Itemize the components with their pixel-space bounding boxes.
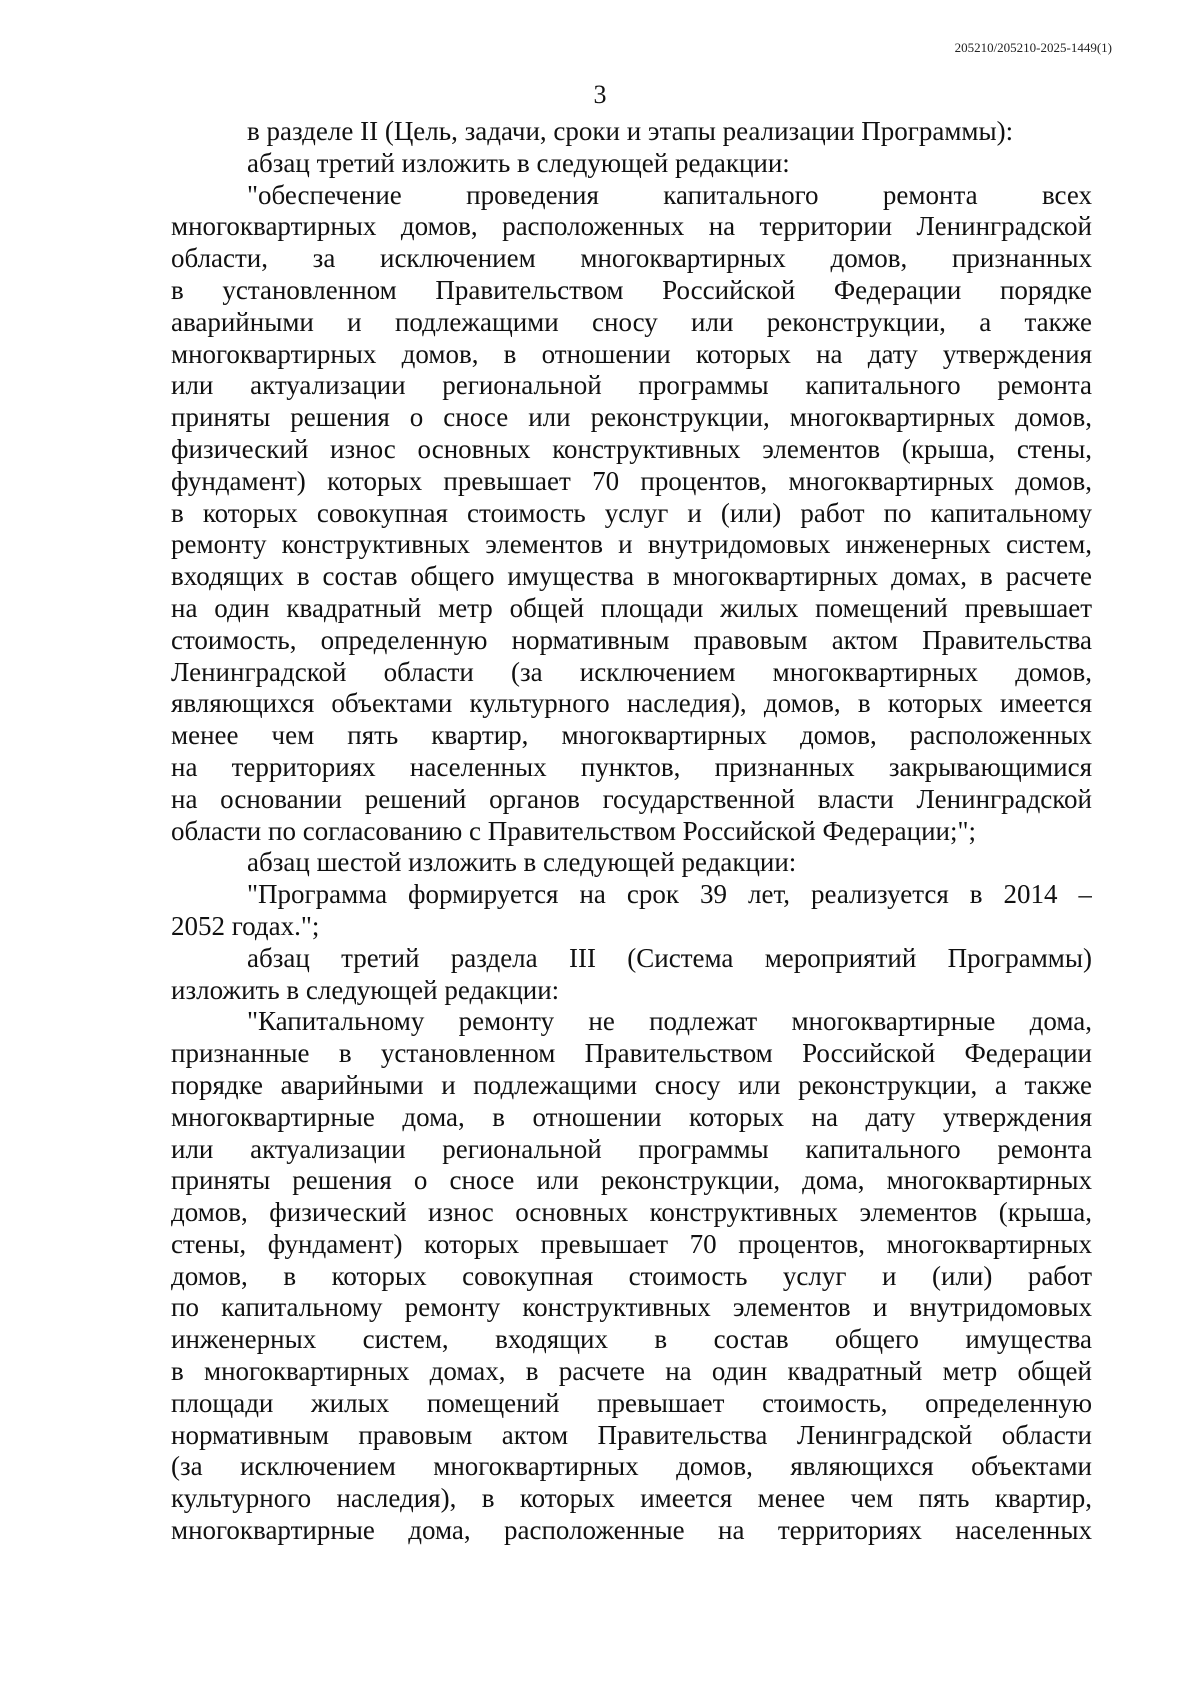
- document-body: [171, 116, 1092, 1547]
- text-line: стоимость, определенную нормативным правовым актом Правительства: [171, 624, 1092, 655]
- text-line: порядке аварийными и подлежащими сносу или реконструкции, а также: [171, 1069, 1092, 1100]
- text-line: многоквартирных домов, в отношении которых на дату утверждения: [171, 338, 1092, 369]
- text-line: области по согласованию с Правительством Российской Федерации;";: [171, 815, 977, 846]
- text-line: области, за исключением многоквартирных домов, признанных: [171, 243, 1092, 274]
- text-line: в которых совокупная стоимость услуг и (или) работ по капитальному: [171, 497, 1092, 528]
- text-line: многоквартирные дома, в отношении которых на дату утверждения: [171, 1101, 1092, 1132]
- text-line: в многоквартирных домах, в расчете на один квадратный метр общей: [171, 1356, 1092, 1387]
- text-line: (за исключением многоквартирных домов, являющихся объектами: [171, 1451, 1092, 1482]
- text-line: инженерных систем, входящих в состав общего имущества: [171, 1324, 1092, 1355]
- text-line: "обеспечение проведения капитального ремонта всех: [247, 179, 1092, 210]
- text-line: "Программа формируется на срок 39 лет, реализуется в 2014 –: [247, 879, 1092, 910]
- text-line: ремонту конструктивных элементов и внутридомовых инженерных систем,: [171, 529, 1092, 560]
- text-line: менее чем пять квартир, многоквартирных домов, расположенных: [171, 720, 1092, 751]
- text-line: культурного наследия), в которых имеется менее чем пять квартир,: [171, 1483, 1092, 1514]
- text-line: аварийными и подлежащими сносу или реконструкции, а также: [171, 306, 1092, 337]
- page-number: 3: [593, 80, 607, 109]
- text-line: на основании решений органов государственной власти Ленинградской: [171, 783, 1092, 814]
- text-line: Ленинградской области (за исключением многоквартирных домов,: [171, 656, 1092, 687]
- text-line: стены, фундамент) которых превышает 70 процентов, многоквартирных: [171, 1228, 1092, 1259]
- text-line: приняты решения о сносе или реконструкции, дома, многоквартирных: [171, 1165, 1092, 1196]
- text-line: площади жилых помещений превышает стоимость, определенную: [171, 1387, 1092, 1418]
- text-line: в разделе II (Цель, задачи, сроки и этапы реализации Программы):: [247, 116, 1014, 146]
- text-line: физический износ основных конструктивных элементов (крыша, стены,: [171, 433, 1092, 464]
- text-line: на один квадратный метр общей площади жилых помещений превышает: [171, 592, 1092, 623]
- text-line: по капитальному ремонту конструктивных элементов и внутридомовых: [171, 1292, 1092, 1323]
- document-registration-number: 205210/205210-2025-1449(1): [954, 40, 1112, 55]
- text-line: на территориях населенных пунктов, признанных закрывающимися: [171, 751, 1092, 782]
- text-line: 2052 годах.";: [171, 910, 320, 941]
- text-line: приняты решения о сносе или реконструкции, многоквартирных домов,: [171, 402, 1092, 433]
- text-line: домов, физический износ основных конструктивных элементов (крыша,: [171, 1197, 1092, 1228]
- text-line: или актуализации региональной программы капитального ремонта: [171, 1133, 1092, 1164]
- text-line: "Капитальному ремонту не подлежат многоквартирные дома,: [247, 1006, 1092, 1037]
- text-line: абзац третий раздела III (Система мероприятий Программы): [247, 942, 1092, 973]
- text-line: многоквартирные дома, расположенные на территориях населенных: [171, 1515, 1092, 1546]
- text-line: входящих в состав общего имущества в многоквартирных домах, в расчете: [171, 561, 1092, 592]
- text-line: абзац шестой изложить в следующей редакции:: [247, 847, 797, 878]
- text-line: абзац третий изложить в следующей редакции:: [247, 147, 790, 178]
- text-line: являющихся объектами культурного наследия), домов, в которых имеется: [171, 688, 1092, 719]
- text-line: в установленном Правительством Российской Федерации порядке: [171, 274, 1092, 305]
- text-line: признанные в установленном Правительством Российской Федерации: [171, 1038, 1092, 1069]
- text-line: многоквартирных домов, расположенных на территории Ленинградской: [171, 211, 1092, 242]
- text-line: фундамент) которых превышает 70 процентов, многоквартирных домов,: [171, 465, 1092, 496]
- text-line: домов, в которых совокупная стоимость услуг и (или) работ: [171, 1260, 1092, 1291]
- text-line: изложить в следующей редакции:: [171, 974, 560, 1005]
- text-line: нормативным правовым актом Правительства Ленинградской области: [171, 1419, 1092, 1450]
- text-line: или актуализации региональной программы капитального ремонта: [171, 370, 1092, 401]
